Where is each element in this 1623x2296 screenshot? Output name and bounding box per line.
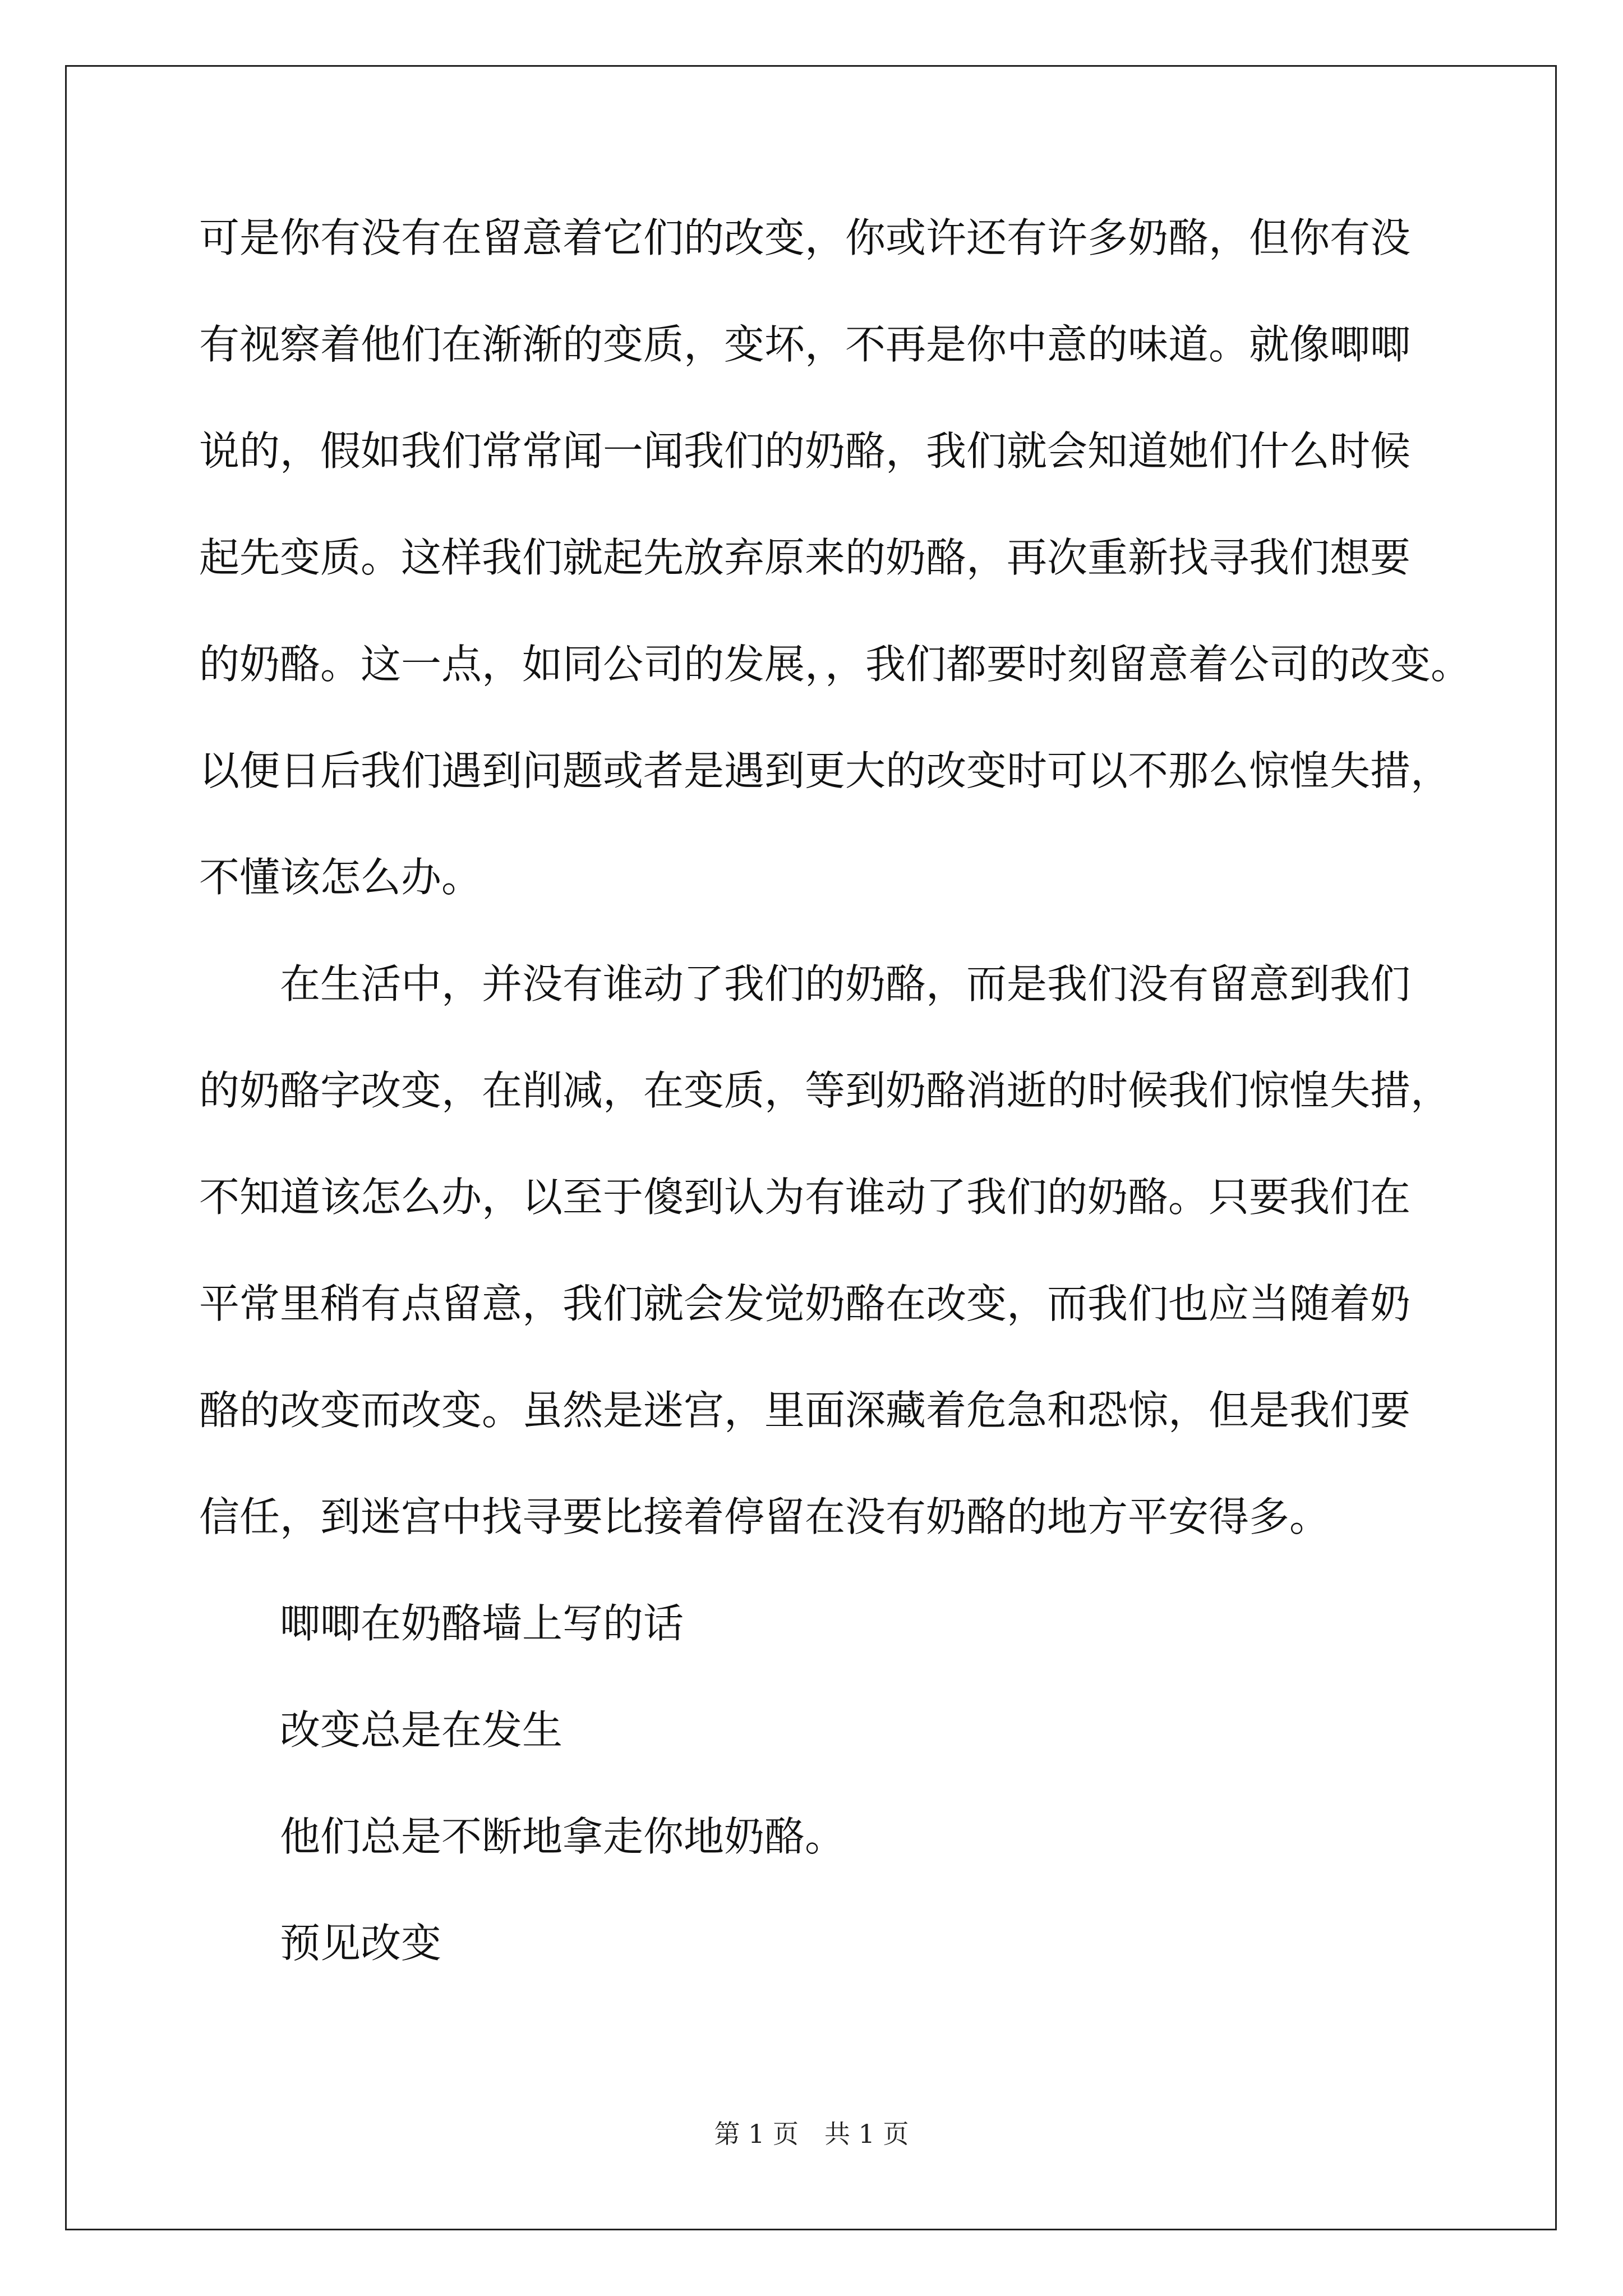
text-line: 在生活中，并没有谁动了我们的奶酪，而是我们没有留意到我们	[280, 960, 1411, 1007]
text-line: 酪的改变而改变。虽然是迷宫，里面深藏着危急和恐惊，但是我们要	[199, 1387, 1411, 1434]
text-line: 平常里稍有点留意，我们就会发觉奶酪在改变，而我们也应当随着奶	[199, 1280, 1411, 1327]
page-footer: 第 1 页 共 1 页	[714, 2119, 909, 2149]
text-line: 预见改变	[280, 1920, 442, 1967]
text-line: 不知道该怎么办，以至于傻到认为有谁动了我们的奶酪。只要我们在	[199, 1174, 1411, 1221]
text-line: 说的，假如我们常常闻一闻我们的奶酪，我们就会知道她们什么时候	[199, 427, 1411, 475]
text-line: 唧唧在奶酪墙上写的话	[280, 1600, 684, 1647]
text-line: 信任，到迷宫中找寻要比接着停留在没有奶酪的地方平安得多。	[199, 1493, 1330, 1540]
text-line: 不懂该怎么办。	[199, 854, 482, 901]
text-line: 改变总是在发生	[280, 1706, 563, 1754]
text-line: 有视察着他们在渐渐的变质，变坏，不再是你中意的味道。就像唧唧	[199, 321, 1411, 368]
text-line: 可是你有没有在留意着它们的改变，你或许还有许多奶酪，但你有没	[199, 214, 1411, 261]
text-line: 以便日后我们遇到问题或者是遇到更大的改变时可以不那么惊惶失措，	[199, 747, 1451, 794]
text-line: 起先变质。这样我们就起先放弃原来的奶酪，再次重新找寻我们想要	[199, 534, 1411, 581]
text-line: 他们总是不断地拿走你地奶酪。	[280, 1813, 846, 1860]
text-line: 的奶酪。这一点，如同公司的发展，，我们都要时刻留意着公司的改变。	[199, 641, 1472, 688]
text-line: 的奶酪字改变，在削减，在变质，等到奶酪消逝的时候我们惊惶失措，	[199, 1067, 1451, 1114]
document-body	[199, 214, 1472, 2030]
